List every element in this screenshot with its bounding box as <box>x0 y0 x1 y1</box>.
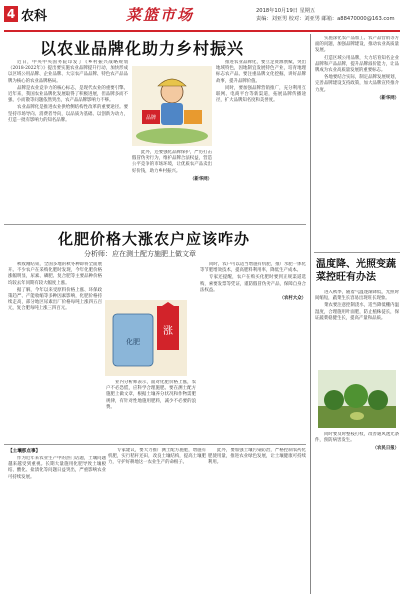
article2-paragraph: 业内分析师表示，面对化肥价格上涨，农户不必恐慌，应科学合理施肥。要在测土配方施肥上做文章，根据土壤养分状况和作物需肥规律，有针对性地施用肥料，减少不必要的浪费。 <box>106 380 196 410</box>
article1-paragraph: 此外，还要强化品牌保护，严厉打击假冒伪劣行为，维护品牌合法权益，营造公平竞争的市场环境，让优质农产品卖出好价钱，助力乡村振兴。 <box>132 150 212 174</box>
article1-col-right <box>216 60 306 220</box>
sidebar-author: （新华网） <box>377 95 399 101</box>
article2-paragraph: 据了解，今年以来受原料价格上涨、环保政策趋严、产能收缩等多种因素影响，化肥价格持续走高，部分地区尿素出厂价格每吨上涨四五百元，复合肥每吨上涨三四百元。 <box>8 287 102 312</box>
masthead-logo: 菜篮市场 <box>126 6 195 24</box>
sidebar-article-text <box>315 290 399 368</box>
article1-paragraph: 品牌是农业竞争力的核心标志，是现代农业的重要引擎。近年来，我国农业品牌化发展取得了积极进展，但品牌多而不强、小而散等问题依然突出，农产品品牌影响力不够。 <box>8 85 128 104</box>
article1-col-left <box>8 60 128 220</box>
box-col-left <box>8 456 106 594</box>
article1-paragraph: 农业品牌化是推进农业供给侧结构性改革的重要途径。要坚持市场导向、消费者导向，以品质为基础、以创新为动力，打造一批有影响力的知名品牌。 <box>8 105 128 123</box>
svg-text:品牌: 品牌 <box>145 115 157 121</box>
sidebar-article-paragraph: 菜农要注意控制浇水，适当降低棚内温湿度，合理施用叶面肥，防止植株徒长，保证蔬菜稳健生长，提高产量和品质。 <box>315 303 399 321</box>
farmer-cartoon-illustration <box>132 66 212 146</box>
sidebar-article-paragraph: 进入秋季，随着气温逐渐降低，光照时间缩短，蔬菜生长容易出现旺长现象。 <box>315 290 399 302</box>
sidebar-paragraph: 打造区域公用品牌，大力培育知名企业品牌和产品品牌，提升品牌溢价能力，让品牌成为农业高质量发展的重要标志。 <box>315 55 399 74</box>
article1-title: 以农业品牌化助力乡村振兴 <box>40 39 245 58</box>
page-header <box>4 4 400 30</box>
article2-paragraph: 同时，农户可以适当增施有机肥，推广水肥一体化等节肥增效技术，提高肥料利用率，降低生产成本。 <box>200 262 306 274</box>
box-paragraph: 作为近年来农业生产中的热门话题，土壤问题越来越受到重视。长期大量施用化肥导致土壤板结、酸化、盐渍化等问题日益突出，严重影响农业可持续发展。 <box>8 456 106 480</box>
sidebar-paragraph: 实施深化农产品加工、农产品营销等方面的问题，加强品牌建设，推动农业高质量发展。 <box>315 36 399 54</box>
box-paragraph: 专家建议，要大力推广测土配方施肥，增施有机肥，实行秸秆还田，改良土壤结构，提高土壤肥力，守护好耕地这一农业生产的命根子。 <box>108 448 206 466</box>
section-name: 农科 <box>21 9 48 24</box>
svg-text:涨: 涨 <box>163 326 173 337</box>
box-col-right <box>208 448 306 594</box>
section-divider <box>4 224 306 225</box>
article1-author: （新华网） <box>190 176 212 182</box>
box-paragraph: 此外，要加强土壤污染防治，严格控制农药化肥使用量，推进农业绿色发展，让土壤健康可持续利用。 <box>208 448 306 466</box>
article2-author: （农村大众） <box>279 296 306 302</box>
sidebar-article-text-bottom <box>315 432 399 594</box>
column-divider <box>310 34 311 594</box>
page-number: 4 <box>4 6 18 22</box>
date-line: 2018年10月19日 星期五 <box>256 8 316 14</box>
article2-col-left <box>8 262 102 440</box>
header-rule <box>4 30 400 32</box>
box-col-middle <box>108 448 206 594</box>
sidebar-article-paragraph: 同时要及时整枝打杈，改善通风透光条件，预防病害发生。 <box>315 432 399 444</box>
sidebar-divider <box>314 252 400 253</box>
sidebar-top-text <box>315 36 399 250</box>
svg-text:化肥: 化肥 <box>126 338 140 346</box>
article1-paragraph: 推进农业品牌化，要立足资源禀赋，突出地域特色，因地制宜发展特色产业，培育地理标志农产品。要注重品牌文化挖掘，讲好品牌故事，提升品牌价值。 <box>216 60 306 84</box>
article2-paragraph: 专家还提醒，农户在购买化肥时要到正规渠道选购，索要发票等凭证，谨防假冒伪劣产品，保障自身合法权益。 <box>200 275 306 293</box>
article1-paragraph: 近日，中央中央国务院印发了《乡村振兴战略规划（2018-2022年）》提出要实施农业品牌提升行动，加快形成以区域公用品牌、企业品牌、大宗农产品品牌、特色农产品品牌为核心的农业品牌格局。 <box>8 60 128 84</box>
greenhouse-vegetable-photo <box>318 370 396 428</box>
article1-paragraph: 同时，要加强品牌营销推广，充分利用互联网、电商平台等新渠道，拓展品牌传播途径，扩大品牌知名度和美誉度。 <box>216 85 306 104</box>
sidebar-article-author: （农民日报） <box>372 446 399 452</box>
article2-subtitle: 分析师：应在测土配方施肥上做文章 <box>84 250 196 258</box>
box-title: 【土壤那点事】 <box>8 449 41 454</box>
fertilizer-price-cartoon-illustration <box>105 300 187 376</box>
sidebar-paragraph: 各地要结合实际，制定品牌发展规划，完善品牌建设支持政策，加大品牌宣传推介力度。 <box>315 75 399 93</box>
section-divider <box>4 444 306 445</box>
article2-title: 化肥价格大涨农户应该咋办 <box>58 230 251 248</box>
sidebar-article-title: 温度降、光照变蔬菜控旺有办法 <box>316 259 396 283</box>
article2-col-middle <box>106 380 196 440</box>
editor-line: 责编：刘亚男 校对：刘亚男 邮箱：a88470000@163.com <box>256 16 395 22</box>
article2-col-right <box>200 262 306 440</box>
article1-col-middle <box>132 150 212 220</box>
article2-paragraph: 秋收刚结束，全国多地的秋冬种即将全面展开。不少农户在采购化肥时发现，今年化肥价格涨幅明显，尿素、磷肥、复合肥等主要品种价格均较去年同期有较大幅度上涨。 <box>8 262 102 286</box>
